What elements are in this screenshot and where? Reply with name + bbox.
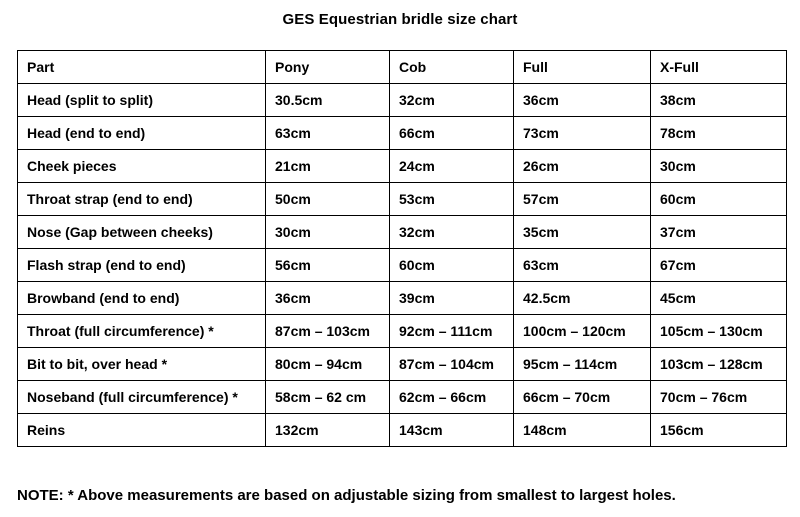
size-cell-x-full: 37cm — [651, 216, 787, 249]
part-name-cell: Head (end to end) — [18, 117, 266, 150]
part-name-cell: Bit to bit, over head * — [18, 348, 266, 381]
size-cell-cob: 66cm — [390, 117, 514, 150]
page-title: GES Equestrian bridle size chart — [282, 11, 518, 28]
part-name-cell: Flash strap (end to end) — [18, 249, 266, 282]
size-cell-cob: 143cm — [390, 414, 514, 447]
size-cell-pony: 36cm — [266, 282, 390, 315]
part-name-cell: Cheek pieces — [18, 150, 266, 183]
size-cell-full: 66cm – 70cm — [514, 381, 651, 414]
table-row — [18, 216, 787, 249]
column-header-x-full: X-Full — [651, 51, 787, 84]
table-row — [18, 348, 787, 381]
table-row — [18, 183, 787, 216]
size-cell-cob: 62cm – 66cm — [390, 381, 514, 414]
size-cell-pony: 132cm — [266, 414, 390, 447]
size-cell-x-full: 78cm — [651, 117, 787, 150]
part-name-cell: Reins — [18, 414, 266, 447]
table-row — [18, 414, 787, 447]
size-cell-pony: 21cm — [266, 150, 390, 183]
part-name-cell: Noseband (full circumference) * — [18, 381, 266, 414]
size-cell-full: 95cm – 114cm — [514, 348, 651, 381]
size-cell-pony: 30cm — [266, 216, 390, 249]
column-header-cob: Cob — [390, 51, 514, 84]
table-body — [18, 51, 787, 447]
size-cell-pony: 50cm — [266, 183, 390, 216]
size-cell-pony: 58cm – 62 cm — [266, 381, 390, 414]
column-header-full: Full — [514, 51, 651, 84]
size-cell-full: 57cm — [514, 183, 651, 216]
size-cell-pony: 87cm – 103cm — [266, 315, 390, 348]
table-header-row — [18, 51, 787, 84]
size-cell-cob: 60cm — [390, 249, 514, 282]
table-row — [18, 282, 787, 315]
size-cell-x-full: 45cm — [651, 282, 787, 315]
size-cell-full: 148cm — [514, 414, 651, 447]
part-name-cell: Throat strap (end to end) — [18, 183, 266, 216]
column-header-pony: Pony — [266, 51, 390, 84]
size-cell-full: 100cm – 120cm — [514, 315, 651, 348]
part-name-cell: Throat (full circumference) * — [18, 315, 266, 348]
size-cell-pony: 56cm — [266, 249, 390, 282]
size-cell-cob: 32cm — [390, 84, 514, 117]
bridle-size-table — [17, 50, 787, 447]
table-row — [18, 381, 787, 414]
size-cell-full: 36cm — [514, 84, 651, 117]
size-cell-pony: 63cm — [266, 117, 390, 150]
footnote: NOTE: * Above measurements are based on adjustable sizing from smallest to largest holes. — [17, 487, 676, 504]
table-row — [18, 315, 787, 348]
part-name-cell: Browband (end to end) — [18, 282, 266, 315]
size-cell-x-full: 38cm — [651, 84, 787, 117]
size-cell-x-full: 103cm – 128cm — [651, 348, 787, 381]
size-cell-x-full: 30cm — [651, 150, 787, 183]
part-name-cell: Nose (Gap between cheeks) — [18, 216, 266, 249]
table-row — [18, 84, 787, 117]
column-header-part: Part — [18, 51, 266, 84]
part-name-cell: Head (split to split) — [18, 84, 266, 117]
size-cell-x-full: 67cm — [651, 249, 787, 282]
size-cell-pony: 80cm – 94cm — [266, 348, 390, 381]
size-cell-cob: 24cm — [390, 150, 514, 183]
size-cell-full: 35cm — [514, 216, 651, 249]
size-cell-full: 63cm — [514, 249, 651, 282]
table-row — [18, 150, 787, 183]
size-cell-x-full: 105cm – 130cm — [651, 315, 787, 348]
size-cell-full: 42.5cm — [514, 282, 651, 315]
size-cell-cob: 53cm — [390, 183, 514, 216]
size-cell-cob: 87cm – 104cm — [390, 348, 514, 381]
size-cell-full: 73cm — [514, 117, 651, 150]
table-row — [18, 249, 787, 282]
table-row — [18, 117, 787, 150]
size-cell-full: 26cm — [514, 150, 651, 183]
size-cell-x-full: 156cm — [651, 414, 787, 447]
size-cell-cob: 92cm – 111cm — [390, 315, 514, 348]
size-cell-x-full: 70cm – 76cm — [651, 381, 787, 414]
size-cell-cob: 32cm — [390, 216, 514, 249]
size-cell-pony: 30.5cm — [266, 84, 390, 117]
size-cell-cob: 39cm — [390, 282, 514, 315]
size-cell-x-full: 60cm — [651, 183, 787, 216]
